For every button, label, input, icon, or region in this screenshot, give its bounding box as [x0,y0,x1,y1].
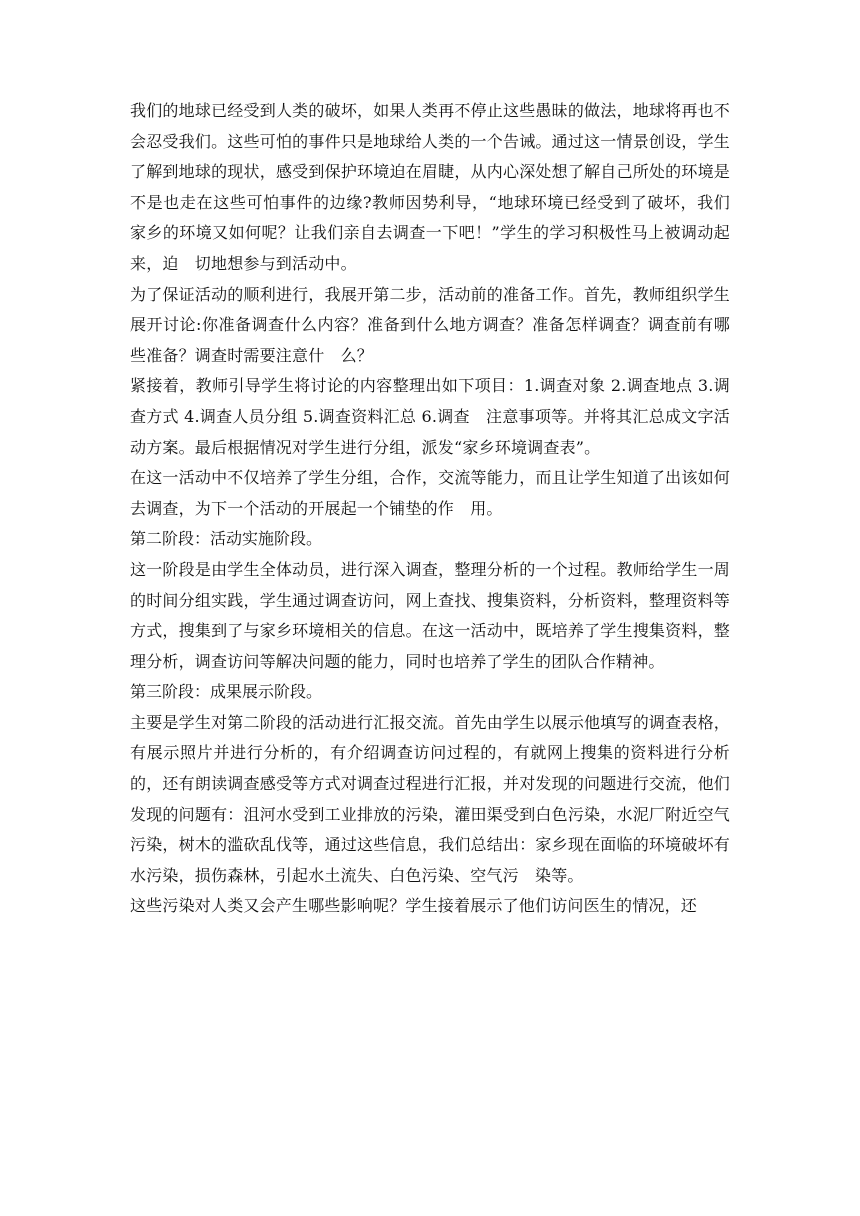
heading-stage-two: 第二阶段：活动实施阶段。 [130,529,323,549]
paragraph-intro: 我们的地球已经受到人类的破坏，如果人类再不停止这些愚昧的做法，地球将再也不会忍受我们。这些可怕的事件只是地球给人类的一个告诫。通过这一情景创设，学生了解到地球的现状，感受到保护环境迫在眉睫，从内心深处想了解自己所处的环境是不是也走在这些可怕事件的边缘?教师因势利导，“地球环境已经受到了破坏，我们家乡的环境又如何呢？让我们亲自去调查一下吧！”学生的学习积极性马上被调动起来，迫 切地想参与到活动中。 [130,101,730,273]
paragraph-activity-benefit: 在这一活动中不仅培养了学生分组，合作，交流等能力，而且让学生知道了出该如何去调查，为下一个活动的开展起一个铺垫的作 用。 [130,468,730,518]
paragraph-pollution-effects: 这些污染对人类又会产生哪些影响呢？学生接着展示了他们访问医生的情况，还 [130,896,698,916]
paragraph-preparation: 为了保证活动的顺利进行，我展开第二步，活动前的准备工作。首先，教师组织学生展开讨论:你准备调查什么内容？准备到什么地方调查？准备怎样调查？调查前有哪些准备？调查时需要注意什 么？ [130,284,730,365]
paragraph-project-items: 紧接着，教师引导学生将讨论的内容整理出如下项目：1.调查对象 2.调查地点 3.调查方式 4.调查人员分组 5.调查资料汇总 6.调查 注意事项等。并将其汇总成文字活动方案。最后根据情况对学生进行分组，派发“家乡环境调查表”。 [130,376,730,457]
paragraph-stage-three: 主要是学生对第二阶段的活动进行汇报交流。首先由学生以展示他填写的调查表格，有展示照片并进行分析的，有介绍调查访问过程的，有就网上搜集的资料进行分析的，还有朗读调查感受等方式对调查过程进行汇报，并对发现的问题进行交流，他们发现的问题有：沮河水受到工业排放的污染，灌田渠受到白色污染，水泥厂附近空气污染，树木的滥砍乱伐等，通过这些信息，我们总结出：家乡现在面临的环境破坏有水污染，损伤森林，引起水土流失、白色污染、空气污 染等。 [130,712,730,885]
document-body [130,96,730,922]
heading-stage-three: 第三阶段：成果展示阶段。 [130,682,323,702]
paragraph-stage-two: 这一阶段是由学生全体动员，进行深入调查，整理分析的一个过程。教师给学生一周的时间分组实践，学生通过调查访问，网上查找、搜集资料，分析资料，整理资料等方式，搜集到了与家乡环境相关的信息。在这一活动中，既培养了学生搜集资料，整理分析，调查访问等解决问题的能力，同时也培养了学生的团队合作精神。 [130,559,730,671]
